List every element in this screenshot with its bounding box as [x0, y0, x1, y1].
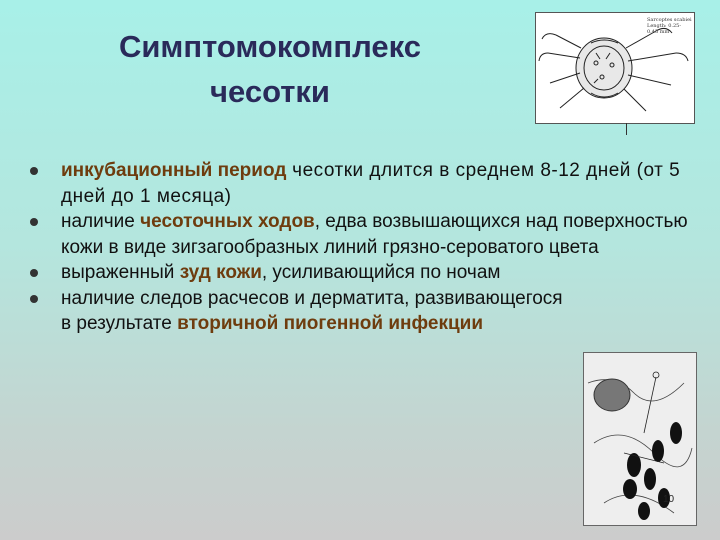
figure-pointer-line [626, 123, 627, 135]
bullet-item: наличие чесоточных ходов, едва возвышающихся над поверхностью кожи в виде зигзагообразных линий грязно-сероватого цвета [30, 209, 698, 260]
micrograph-icon [584, 353, 696, 525]
bullet-icon [30, 295, 38, 303]
bullet-icon [30, 269, 38, 277]
bullet-list [30, 158, 698, 337]
slide-title-line2: чесотки [210, 74, 330, 109]
bullet-icon [30, 167, 38, 175]
slide-title [60, 24, 480, 114]
scabies-micrograph [583, 352, 697, 526]
page-number: 10 [663, 494, 675, 505]
figure-caption: Sarcoptes scabiei Length: 0.25- 0.45 mm [647, 17, 692, 35]
bullet-icon [30, 218, 38, 226]
bullet-item: выраженный зуд кожи, усиливающийся по ночам [30, 260, 698, 286]
bullet-item: наличие следов расчесов и дерматита, развивающегося в результате вторичной пиогенной инфекции [30, 286, 698, 337]
slide-title-line1: Симптомокомплекс [118, 29, 422, 64]
bullet-item: инкубационный период чесотки длится в среднем 8-12 дней (от 5 дней до 1 месяца) [30, 158, 698, 209]
mite-illustration [535, 12, 695, 124]
